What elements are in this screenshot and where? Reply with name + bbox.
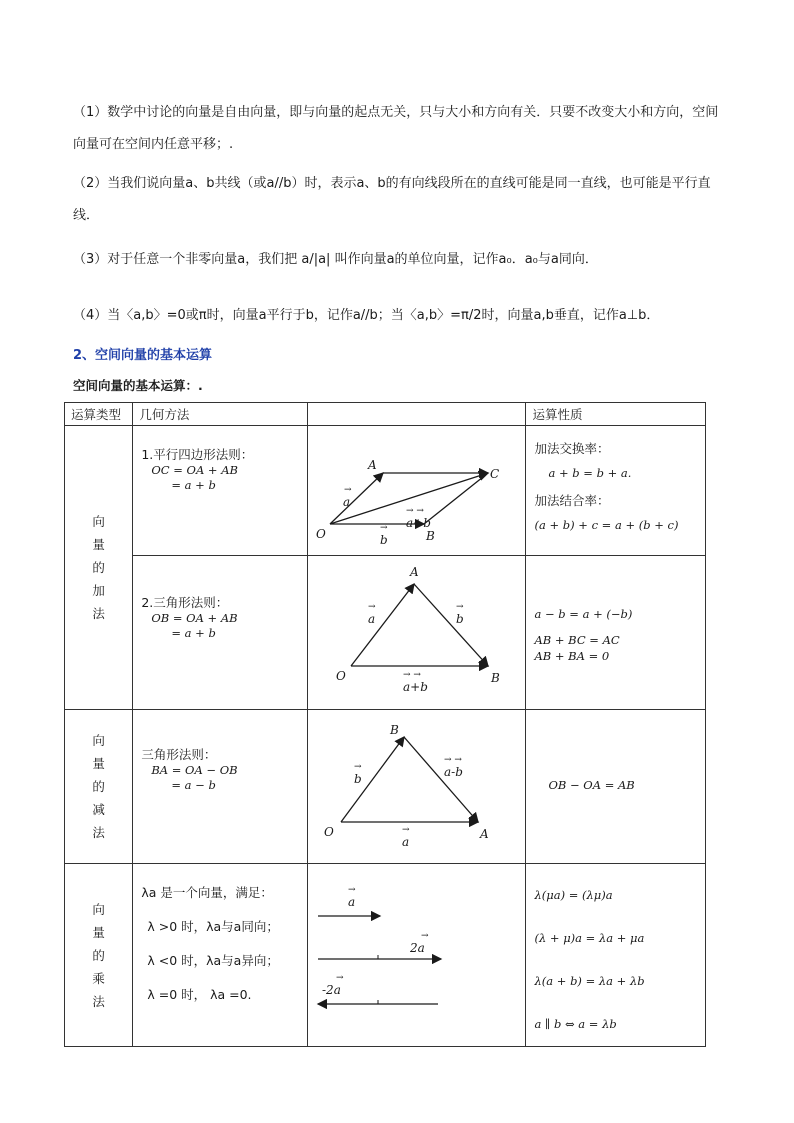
arrow-b: → [354, 762, 363, 772]
triangle-add-method [133, 556, 308, 710]
parallelogram-eq2: = a + b [171, 478, 216, 492]
mult-line-4: λ =0 时， λa =0. [147, 987, 252, 1002]
label-A: A [368, 458, 378, 472]
collinear-condition: a ∥ b ⇔ a = λb [534, 1017, 617, 1031]
arrow-neg2a: → [336, 973, 345, 983]
multiplication-type: 向 量 的 乘 法 [65, 864, 133, 1047]
triangle-add-title: 2.三角形法则： [141, 595, 229, 610]
arrow-a: → [344, 485, 353, 495]
header-type: 运算类型 [65, 403, 133, 426]
arrow-a: → [348, 885, 357, 895]
paragraph-4: （4）当〈a,b〉=0或π时，向量a平行于b，记作a//b；当〈a,b〉=π/2时，向量a,b垂直，记作a⊥b． [73, 308, 660, 323]
subtraction-as-addition: a − b = a + (−b) [534, 607, 633, 621]
parallelogram-eq1: OC = OA + AB [151, 463, 238, 477]
table-row [65, 426, 706, 556]
sub-title: 空间向量的基本运算：. [73, 378, 203, 393]
header-properties: 运算性质 [526, 403, 706, 426]
subtraction-eq1: BA = OA − OB [151, 763, 238, 777]
addition-properties-1 [526, 426, 706, 556]
label-O: O [316, 527, 327, 541]
arrow-a: → [402, 825, 411, 835]
arrow-2a: → [421, 931, 430, 941]
vector-oa-line [351, 584, 414, 666]
arrow-b: → [380, 523, 389, 533]
table-row [65, 864, 706, 1047]
subtraction-eq2: = a − b [171, 778, 216, 792]
label-O: O [324, 825, 335, 839]
addition-properties-2 [526, 556, 706, 710]
label-neg2a: -2a [322, 983, 342, 997]
section-title: 2、空间向量的基本运算 [73, 348, 213, 363]
table-row [65, 710, 706, 864]
label-a: a [402, 835, 410, 849]
arrow-sum: → → [403, 670, 422, 680]
label-2a: 2a [410, 941, 426, 955]
vector-a-line [330, 473, 383, 524]
multiplication-method [133, 864, 308, 1047]
label-a: a [348, 895, 356, 909]
triangle-add-eq1: OB = OA + AB [151, 611, 238, 625]
label-a: a [368, 612, 376, 626]
mult-line-1: λa 是一个向量，满足： [141, 885, 273, 900]
mult-line-2: λ >0 时，λa与a同向； [147, 919, 279, 934]
vector-ab-line [414, 584, 488, 666]
label-A: A [410, 565, 420, 579]
mult-line-3: λ <0 时，λa与a异向； [147, 953, 279, 968]
multiplication-figure [308, 864, 526, 1047]
label-B: B [426, 529, 436, 543]
subtraction-figure [308, 710, 526, 864]
header-method: 几何方法 [133, 403, 308, 426]
label-sum: a+b [406, 516, 432, 530]
parallelogram-diagram [308, 426, 525, 552]
parallelogram-title: 1.平行四边形法则： [141, 447, 254, 462]
label-B: B [491, 671, 501, 685]
arrow-sum: → → [406, 506, 425, 516]
table-header-row [65, 403, 706, 426]
triangle-add-eq2: = a + b [171, 626, 216, 640]
label-diff: a-b [444, 765, 464, 779]
label-a: a [343, 495, 351, 509]
multiplication-properties [526, 864, 706, 1047]
label-b: b [380, 533, 389, 547]
subtraction-diagram [308, 710, 525, 860]
associative-title: 加法结合率： [534, 493, 610, 508]
parallelogram-figure [308, 426, 526, 556]
ob-oa-ab: OB − OA = AB [548, 778, 635, 792]
label-B: B [390, 723, 400, 737]
vector-ob-line [341, 737, 404, 822]
triangle-add-diagram [308, 556, 525, 706]
multiplication-diagram [308, 864, 525, 1032]
label-O: O [336, 669, 347, 683]
vector-ba-line [404, 737, 478, 822]
subtraction-type: 向 量 的 减 法 [65, 710, 133, 864]
subtraction-method [133, 710, 308, 864]
label-C: C [490, 467, 500, 481]
ab-ba-zero: AB + BA = 0 [534, 649, 610, 663]
parallelogram-method [133, 426, 308, 556]
arrow-diff: → → [444, 755, 463, 765]
commutative-eq: a + b = b + a. [548, 466, 632, 480]
label-sum: a+b [403, 680, 429, 694]
label-b: b [456, 612, 465, 626]
label-A: A [480, 827, 490, 841]
paragraph-1: （1）数学中讨论的向量是自由向量，即与向量的起点无关，只与大小和方向有关．只要不改变大小和方向，空间向量可在空间内任意平移；. [73, 105, 719, 152]
mult-assoc: λ(μa) = (λμ)a [534, 888, 613, 902]
subtraction-title: 三角形法则： [141, 747, 217, 762]
paragraph-3: （3）对于任意一个非零向量a，我们把 a/|a| 叫作向量a的单位向量，记作a₀．a₀与a同向． [73, 252, 598, 267]
associative-eq: (a + b) + c = a + (b + c) [534, 518, 679, 532]
table-row [65, 556, 706, 710]
paragraph-2: （2）当我们说向量a、b共线（或a//b）时，表示a、b的有向线段所在的直线可能是同一直线，也可能是平行直线． [73, 176, 711, 223]
label-b: b [354, 772, 363, 786]
header-figure [308, 403, 526, 426]
mult-dist-vector: λ(a + b) = λa + λb [534, 974, 645, 988]
mult-dist-scalar: (λ + μ)a = λa + μa [534, 931, 645, 945]
ab-bc-ac: AB + BC = AC [534, 633, 620, 647]
commutative-title: 加法交换率： [534, 441, 610, 456]
arrow-b: → [456, 602, 465, 612]
arrow-a: → [368, 602, 377, 612]
operations-table [64, 402, 706, 1047]
addition-type: 向 量 的 加 法 [65, 426, 133, 710]
side-bc-line [424, 473, 488, 524]
triangle-add-figure [308, 556, 526, 710]
subtraction-property [526, 710, 706, 864]
